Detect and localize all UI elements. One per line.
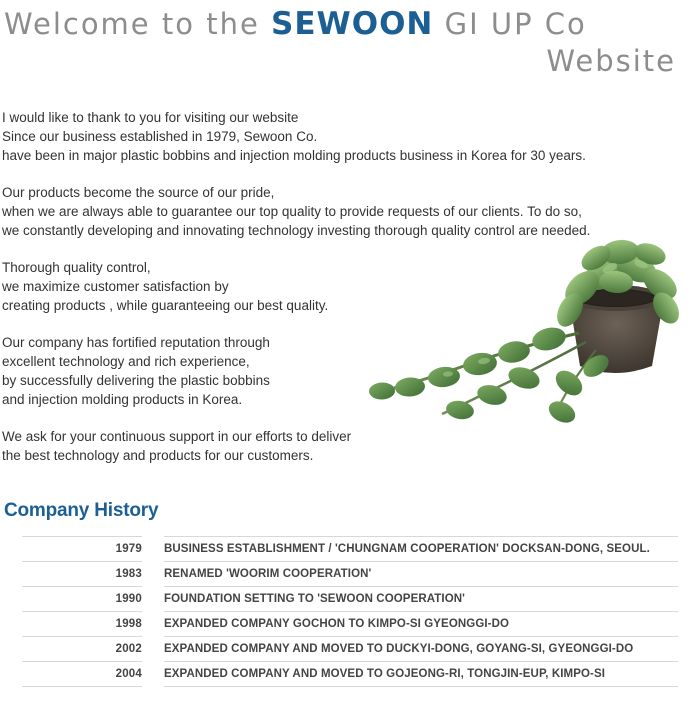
history-event: FOUNDATION SETTING TO 'SEWOON COOPERATION' <box>164 587 678 612</box>
company-history-table <box>22 536 678 687</box>
paragraph-4 <box>2 333 700 409</box>
paragraph-line: we constantly developing and innovating technology investing thorough quality control are needed. <box>2 223 591 238</box>
paragraph-line: have been in major plastic bobbins and injection molding products business in Korea for 30 years. <box>2 148 586 163</box>
paragraph-2 <box>2 183 700 240</box>
paragraph-line: by successfully delivering the plastic bobbins <box>2 373 270 388</box>
paragraph-line: I would like to thank to you for visiting our website <box>2 110 299 125</box>
paragraph-line: when we are always able to guarantee our top quality to provide requests of our clients. To do so, <box>2 204 582 219</box>
history-event: RENAMED 'WOORIM COOPERATION' <box>164 562 678 587</box>
table-row <box>22 612 678 637</box>
paragraph-line: creating products , while guaranteeing our best quality. <box>2 298 329 313</box>
history-year: 1998 <box>22 612 142 637</box>
history-event: BUSINESS ESTABLISHMENT / 'CHUNGNAM COOPERATION' DOCKSAN-DONG, SEOUL. <box>164 537 678 562</box>
paragraph-line: excellent technology and rich experience, <box>2 354 250 369</box>
paragraph-line: we maximize customer satisfaction by <box>2 279 229 294</box>
history-event: EXPANDED COMPANY AND MOVED TO GOJEONG-RI, TONGJIN-EUP, KIMPO-SI <box>164 662 678 687</box>
paragraph-line: Thorough quality control, <box>2 260 151 275</box>
company-history-title: Company History <box>4 500 159 521</box>
welcome-heading-prefix: Welcome to the <box>4 7 272 41</box>
paragraph-line: and injection molding products in Korea. <box>2 392 243 407</box>
paragraph-line: Our products become the source of our pride, <box>2 185 275 200</box>
paragraph-3 <box>2 258 700 315</box>
paragraph-1 <box>2 108 700 165</box>
table-row <box>22 537 678 562</box>
table-gap <box>142 662 164 687</box>
table-row <box>22 637 678 662</box>
paragraph-5 <box>2 427 700 465</box>
table-row <box>22 562 678 587</box>
paragraph-line: Since our business established in 1979, Sewoon Co. <box>2 129 318 144</box>
history-year: 1990 <box>22 587 142 612</box>
paragraph-line: the best technology and products for our customers. <box>2 448 314 463</box>
table-gap <box>142 637 164 662</box>
company-history-section <box>0 500 700 687</box>
paragraph-line: We ask for your continuous support in our efforts to deliver <box>2 429 352 444</box>
welcome-heading-suffix: GI UP Co <box>433 7 587 41</box>
table-gap <box>142 587 164 612</box>
history-year: 2002 <box>22 637 142 662</box>
paragraph-line: Our company has fortified reputation through <box>2 335 270 350</box>
history-year: 1983 <box>22 562 142 587</box>
table-row <box>22 587 678 612</box>
page-header <box>0 0 700 100</box>
history-year: 1979 <box>22 537 142 562</box>
history-event: EXPANDED COMPANY GOCHON TO KIMPO-SI GYEONGGI-DO <box>164 612 678 637</box>
history-year: 2004 <box>22 662 142 687</box>
table-gap <box>142 537 164 562</box>
company-name-highlight: SEWOON <box>271 6 434 42</box>
table-gap <box>142 612 164 637</box>
table-row <box>22 662 678 687</box>
history-event: EXPANDED COMPANY AND MOVED TO DUCKYI-DONG, GOYANG-SI, GYEONGGI-DO <box>164 637 678 662</box>
table-gap <box>142 562 164 587</box>
welcome-heading-line1 <box>4 6 587 42</box>
introduction-text <box>0 100 700 465</box>
welcome-heading-line2: Website <box>546 44 676 78</box>
